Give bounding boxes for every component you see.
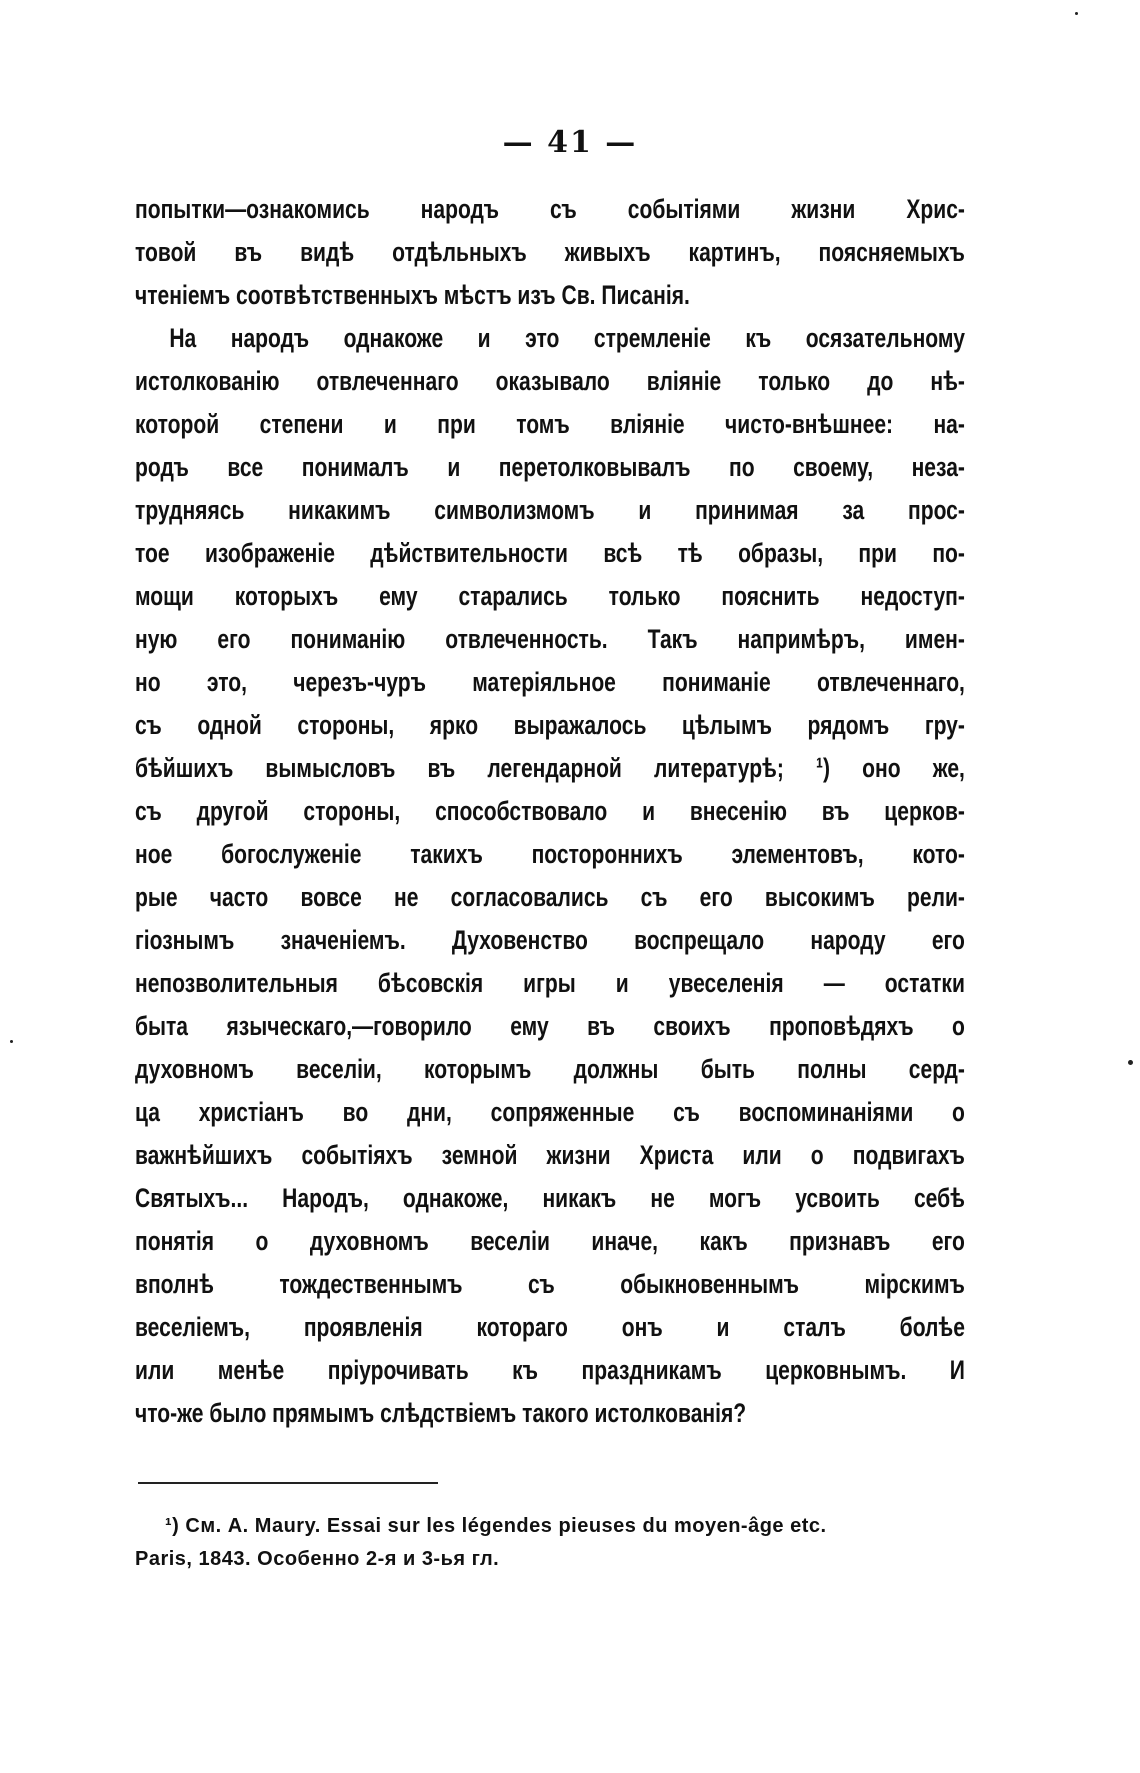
text-line: товой въ видѣ отдѣльныхъ живыхъ картинъ, поясняемыхъ: [135, 237, 965, 267]
text-line: На народъ однакоже и это стремленіе къ осязательному: [169, 323, 965, 353]
page-number: — 41 —: [502, 125, 638, 160]
ink-speck: [10, 1040, 13, 1043]
footnote: [135, 1510, 965, 1576]
text-line: или менѣе пріурочивать къ праздникамъ церковнымъ. И: [135, 1355, 965, 1385]
footnote-line: Paris, 1843. Особенно 2-я и 3-ья гл.: [135, 1548, 500, 1570]
text-line: вполнѣ тождественнымъ съ обыкновеннымъ мірскимъ: [135, 1269, 965, 1299]
text-line: съ другой стороны, способствовало и внесенію въ церков-: [135, 796, 965, 826]
body-text: [135, 188, 965, 1435]
text-line: понятія о духовномъ веселіи иначе, какъ признавъ его: [135, 1226, 965, 1256]
text-line: важнѣйшихъ событіяхъ земной жизни Христа или о подвигахъ: [135, 1140, 965, 1170]
text-line: съ одной стороны, ярко выражалось цѣлымъ рядомъ гру-: [135, 710, 965, 740]
text-line: что-же было прямымъ слѣдствіемъ такого истолкованія?: [135, 1398, 747, 1428]
text-line: но это, черезъ-чуръ матеріяльное пониманіе отвлеченнаго,: [135, 667, 965, 697]
text-line: рые часто вовсе не согласовались съ его высокимъ рели-: [135, 882, 965, 912]
text-line: Святыхъ... Народъ, однакоже, никакъ не могъ усвоить себѣ: [135, 1183, 965, 1213]
text-line: ную его пониманію отвлеченность. Такъ напримѣръ, имен-: [135, 624, 965, 654]
text-line: духовномъ веселіи, которымъ должны быть полны серд-: [135, 1054, 965, 1084]
text-line: ное богослуженіе такихъ постороннихъ элементовъ, кото-: [135, 839, 965, 869]
text-line: истолкованію отвлеченнаго оказывало вліяніе только до нѣ-: [135, 366, 965, 396]
footnote-line: ¹) См. А. Maury. Essai sur les légendes pieuses du moyen-âge etc.: [165, 1515, 827, 1537]
text-line: которой степени и при томъ вліяніе чисто-внѣшнее: на-: [135, 409, 965, 439]
text-line: попытки—ознакомись народъ съ событіями жизни Хрис-: [135, 194, 965, 224]
footnote-divider: [138, 1482, 438, 1484]
text-line: трудняясь никакимъ символизмомъ и принимая за прос-: [135, 495, 965, 525]
text-line: чтеніемъ соотвѣтственныхъ мѣстъ изъ Св. Писанія.: [135, 280, 690, 310]
ink-speck: [1128, 1060, 1133, 1065]
text-line: непозволительныя бѣсовскія игры и увеселенія — остатки: [135, 968, 965, 998]
text-line: бѣйшихъ вымысловъ въ легендарной литературѣ; ¹) оно же,: [135, 753, 965, 783]
text-line: веселіемъ, проявленія котораго онъ и сталъ болѣе: [135, 1312, 965, 1342]
text-line: тое изображеніе дѣйствительности всѣ тѣ образы, при по-: [135, 538, 965, 568]
text-line: родъ все понималъ и перетолковывалъ по своему, неза-: [135, 452, 965, 482]
text-line: быта языческаго,—говорило ему въ своихъ проповѣдяхъ о: [135, 1011, 965, 1041]
text-line: ца христіанъ во дни, сопряженные съ воспоминаніями о: [135, 1097, 965, 1127]
ink-speck: [1075, 12, 1078, 15]
text-line: мощи которыхъ ему старались только пояснить недоступ-: [135, 581, 965, 611]
text-line: гіознымъ значеніемъ. Духовенство воспрещало народу его: [135, 925, 965, 955]
